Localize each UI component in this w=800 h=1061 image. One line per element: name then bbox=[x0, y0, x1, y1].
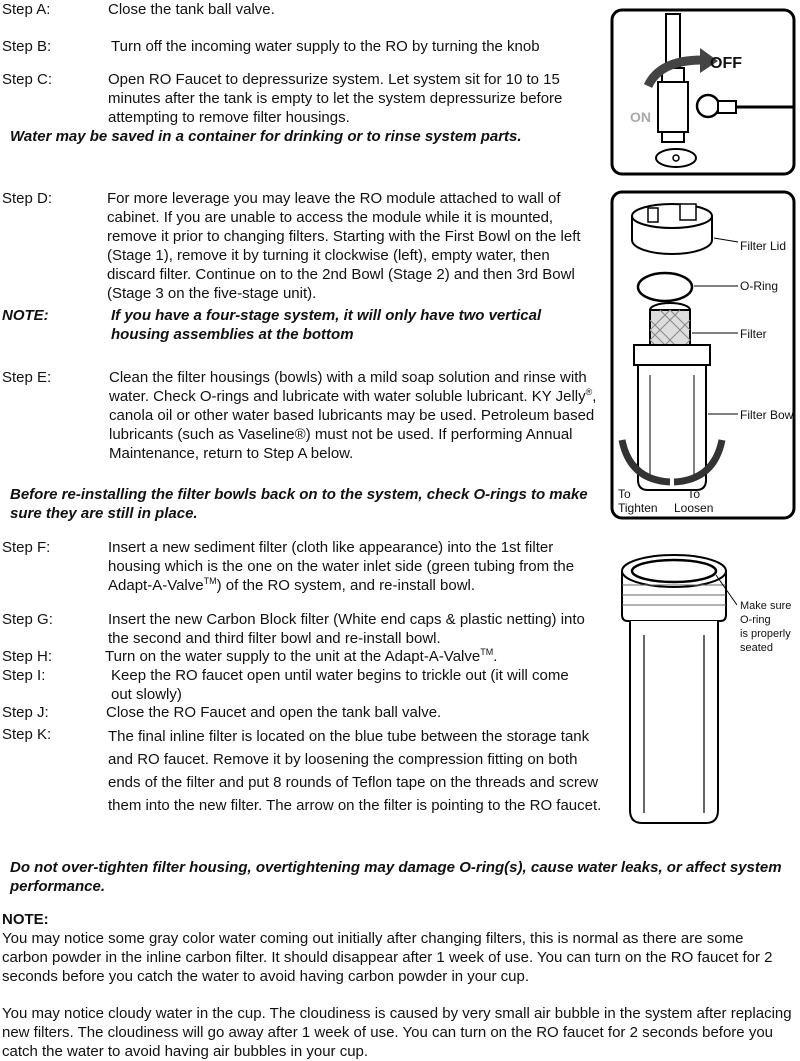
note1-text: If you have a four-stage system, it will only have two vertical housing assemblies at the bottom bbox=[111, 307, 542, 343]
filter-lid-label: Filter Lid bbox=[740, 239, 787, 253]
step-k-text: The final inline filter is located on the blue tube between the storage tank and RO faucet. Remove it by loosening the compression fitting on both ends of the filter and put 8 rounds of Teflon tape on the threads and screw them into the new filter. The arrow on the filter is pointing to the RO faucet. bbox=[108, 728, 602, 814]
step-j-text: Close the RO Faucet and open the tank ball valve. bbox=[106, 704, 442, 721]
step-d-label: Step D: bbox=[2, 190, 53, 207]
water-save-note: Water may be saved in a container for drinking or to rinse system parts. bbox=[10, 128, 522, 145]
step-h-text: Turn on the water supply to the unit at the Adapt-A-Valve™. bbox=[105, 647, 498, 665]
step-a-label: Step A: bbox=[2, 1, 51, 18]
step-g-text: Insert the new Carbon Block filter (White end caps & plastic netting) into the second and third filter bowl and re-install bowl. bbox=[108, 611, 585, 647]
step-d-text: For more leverage you may leave the RO module attached to wall of cabinet. If you are unable to access the module while it is mounted, remove it prior to changing filters. Starting with the First Bowl on the left (Stage 1), remove it by turning it clockwise (left), empty water, then discard filter. Continue on to the 2nd Bowl (Stage 2) and then 3rd Bowl (Stage 3 on the five-stage unit). bbox=[107, 190, 581, 302]
step-c-label: Step C: bbox=[2, 71, 53, 88]
to-tighten-label: To Tighten bbox=[618, 487, 658, 515]
filter-label: Filter bbox=[740, 327, 767, 341]
filter-bowl-label: Filter Bowl bbox=[740, 408, 797, 422]
note1-label: NOTE: bbox=[2, 307, 49, 324]
step-f-text: Insert a new sediment filter (cloth like appearance) into the 1st filter housing which is the one on the water inlet side (green tubing from the Adapt-A-Valve™) of the RO system, and re-install bowl. bbox=[108, 539, 575, 594]
oring-seated-caption: Make sure O-ring is properly seated bbox=[740, 600, 792, 654]
note2-para2: You may notice cloudy water in the cup. The cloudiness is caused by very small air bubble in the system after replacing new filters. The cloudiness will go away after 1 week of use. You can turn on the RO faucet for 2 seconds before you catch the water to avoid having air bubbles in your cup. bbox=[2, 1005, 792, 1060]
step-i-text: Keep the RO faucet open until water begins to trickle out (it will come out slowly) bbox=[111, 667, 569, 703]
note2-label: NOTE: bbox=[2, 911, 49, 928]
step-j-label: Step J: bbox=[2, 704, 49, 721]
reinstall-note: Before re-installing the filter bowls back on to the system, check O-rings to make sure they are still in place. bbox=[10, 486, 588, 522]
step-c-text: Open RO Faucet to depressurize system. Let system sit for 10 to 15 minutes after the tank is empty to let the system depressurize before attempting to remove filter housings. bbox=[108, 71, 563, 126]
valve-figure bbox=[610, 8, 796, 176]
step-e-label: Step E: bbox=[2, 369, 52, 386]
step-k-label: Step K: bbox=[2, 726, 52, 743]
step-f-label: Step F: bbox=[2, 539, 51, 556]
step-a-text: Close the tank ball valve. bbox=[108, 1, 275, 18]
o-ring-label: O-Ring bbox=[740, 279, 779, 293]
filter-exploded-figure bbox=[610, 190, 796, 520]
step-h-label: Step H: bbox=[2, 648, 53, 665]
step-b-label: Step B: bbox=[2, 38, 52, 55]
bowl-oring-figure bbox=[612, 545, 797, 835]
valve-on-label: ON bbox=[630, 109, 651, 125]
step-b-text: Turn off the incoming water supply to the RO by turning the knob bbox=[111, 38, 540, 55]
step-g-label: Step G: bbox=[2, 611, 53, 628]
step-i-label: Step I: bbox=[2, 667, 46, 684]
to-loosen-label: To Loosen bbox=[674, 487, 714, 515]
valve-off-label: OFF bbox=[710, 55, 742, 72]
note2-para1: You may notice some gray color water coming out initially after changing filters, this is normal as there are some carbon powder in the inline carbon filter. It should disappear after 1 week of use. You can turn on the RO faucet for 2 seconds before you catch the water to avoid having carbon powder in your cup. bbox=[2, 930, 773, 985]
overtighten-warning: Do not over-tighten filter housing, overtightening may damage O-ring(s), cause water leaks, or affect system performance. bbox=[10, 859, 782, 895]
step-e-text: Clean the filter housings (bowls) with a mild soap solution and rinse with water. Check O-rings and lubricate with water soluble lubricant. KY Jelly®, canola oil or other water based lubricants may be used. Petroleum based lubricants (such as Vaseline®) must not be used. If performing Annual Maintenance, return to Step A below. bbox=[109, 369, 597, 462]
